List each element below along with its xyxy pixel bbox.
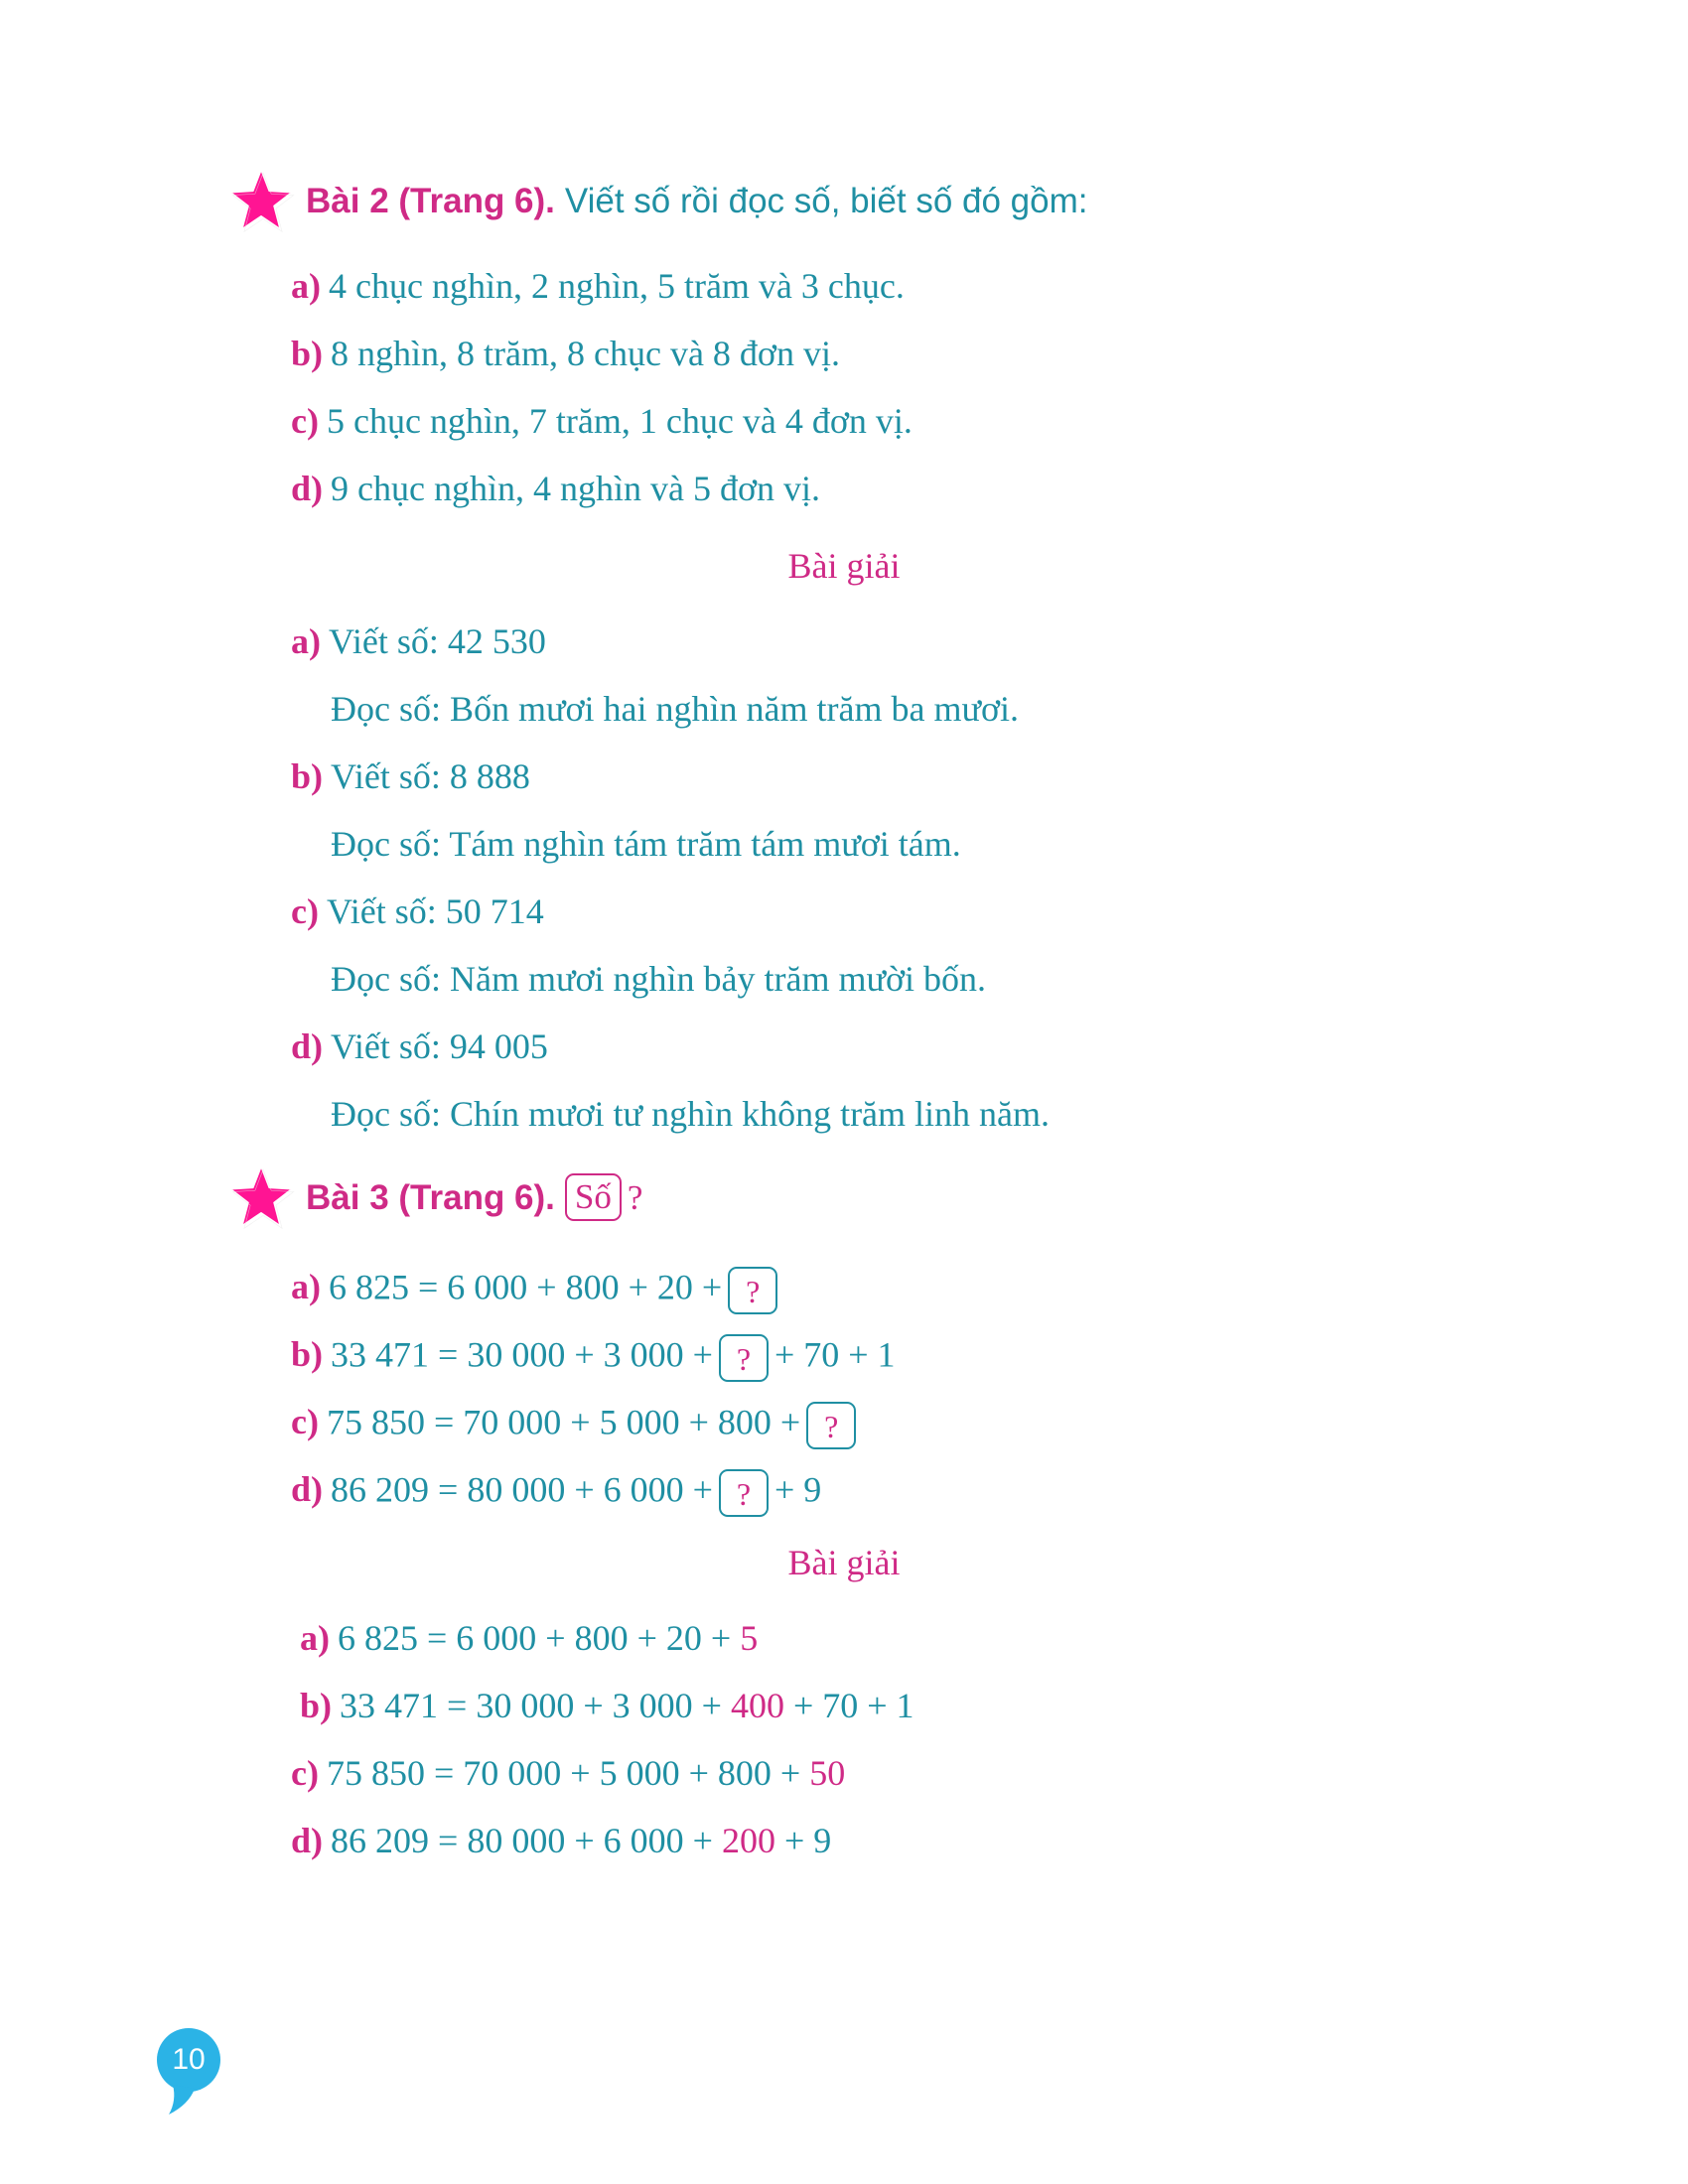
star-icon: [226, 1163, 296, 1231]
bai3-label: Bài 3 (Trang 6).: [306, 1177, 555, 1217]
bai3-solution-d: [291, 1823, 831, 1858]
bai2-item-b: [291, 336, 840, 371]
bai3-heading: [226, 1163, 642, 1231]
so-box: Số: [565, 1173, 622, 1222]
expression-left: 33 471 = 30 000 + 3 000 +: [331, 1334, 713, 1375]
item-label: d): [291, 1469, 324, 1510]
expression-right: + 70 + 1: [774, 1334, 896, 1375]
bai2-solution-d-write: [291, 1028, 548, 1064]
solution-label: b): [300, 1686, 333, 1725]
expression-left: 6 825 = 6 000 + 800 + 20 +: [329, 1267, 723, 1307]
solution-label: c): [291, 891, 319, 931]
solution-title-text: Bài giải: [787, 1543, 901, 1582]
read-number: Đọc số: Chín mươi tư nghìn không trăm linh năm.: [331, 1094, 1051, 1134]
expression-right: + 9: [774, 1469, 822, 1510]
answer-box[interactable]: ?: [719, 1469, 769, 1517]
bai2-solution-a-write: [291, 623, 546, 659]
write-number: Viết số: 42 530: [329, 621, 546, 661]
bai2-task: Viết số rồi đọc số, biết số đó gồm:: [564, 181, 1088, 220]
item-label: b): [291, 1334, 324, 1375]
item-label: d): [291, 469, 324, 508]
solution-label: d): [291, 1026, 324, 1066]
bai2-item-d: [291, 471, 820, 506]
solution-label: c): [291, 1753, 319, 1793]
bai2-item-a: [291, 268, 905, 304]
expression-left: 86 209 = 80 000 + 6 000 +: [331, 1469, 713, 1510]
answer-value: 5: [740, 1618, 759, 1658]
expression-left: 86 209 = 80 000 + 6 000 +: [331, 1821, 713, 1860]
write-number: Viết số: 94 005: [331, 1026, 548, 1066]
question-mark: ?: [627, 1177, 643, 1217]
read-number: Đọc số: Tám nghìn tám trăm tám mươi tám.: [331, 824, 961, 864]
answer-value: 400: [730, 1686, 784, 1725]
item-text: 5 chục nghìn, 7 trăm, 1 chục và 4 đơn vị.: [326, 401, 913, 441]
bai2-label: Bài 2 (Trang 6).: [306, 181, 555, 220]
read-number: Đọc số: Năm mươi nghìn bảy trăm mười bốn.: [331, 959, 987, 999]
expression-left: 75 850 = 70 000 + 5 000 + 800 +: [326, 1753, 801, 1793]
bai2-item-c: [291, 403, 913, 439]
expression-left: 75 850 = 70 000 + 5 000 + 800 +: [326, 1402, 801, 1442]
read-number: Đọc số: Bốn mươi hai nghìn năm trăm ba mươi.: [331, 689, 1020, 729]
item-label: c): [291, 401, 319, 441]
bai3-item-c: [291, 1402, 862, 1449]
item-label: a): [291, 266, 321, 306]
item-text: 9 chục nghìn, 4 nghìn và 5 đơn vị.: [331, 469, 820, 508]
bai2-solution-title: [0, 548, 1688, 584]
bai2-heading: [226, 167, 1088, 234]
answer-value: 50: [809, 1753, 846, 1793]
answer-box[interactable]: ?: [719, 1334, 769, 1382]
bai3-item-b: [291, 1334, 896, 1382]
page-number: 10: [172, 2043, 206, 2076]
expression-left: 33 471 = 30 000 + 3 000 +: [340, 1686, 722, 1725]
item-text: 4 chục nghìn, 2 nghìn, 5 trăm và 3 chục.: [329, 266, 905, 306]
item-label: c): [291, 1402, 319, 1442]
bai2-solution-b-write: [291, 758, 530, 794]
star-icon: [226, 167, 296, 234]
bai3-item-a: [291, 1267, 783, 1314]
bai3-item-d: [291, 1469, 821, 1517]
solution-label: a): [300, 1618, 330, 1658]
bai2-solution-a-read: [331, 691, 1019, 727]
expression-left: 6 825 = 6 000 + 800 + 20 +: [338, 1618, 732, 1658]
bai3-solution-title: [0, 1545, 1688, 1580]
expression-right: + 70 + 1: [792, 1686, 914, 1725]
answer-box[interactable]: ?: [806, 1402, 856, 1449]
item-label: a): [291, 1267, 321, 1307]
write-number: Viết số: 50 714: [326, 891, 544, 931]
solution-label: a): [291, 621, 321, 661]
answer-box[interactable]: ?: [728, 1267, 777, 1314]
bai3-solution-c: [291, 1755, 845, 1791]
bai2-solution-c-write: [291, 893, 544, 929]
bai3-solution-a: [300, 1620, 758, 1656]
solution-label: d): [291, 1821, 324, 1860]
bai2-solution-b-read: [331, 826, 961, 862]
answer-value: 200: [721, 1821, 775, 1860]
solution-label: b): [291, 756, 324, 796]
item-label: b): [291, 334, 324, 373]
item-text: 8 nghìn, 8 trăm, 8 chục và 8 đơn vị.: [331, 334, 840, 373]
expression-right: + 9: [783, 1821, 832, 1860]
bai2-solution-c-read: [331, 961, 986, 997]
write-number: Viết số: 8 888: [331, 756, 530, 796]
solution-title-text: Bài giải: [787, 546, 901, 586]
bai3-solution-b: [300, 1688, 914, 1723]
bai2-solution-d-read: [331, 1096, 1050, 1132]
